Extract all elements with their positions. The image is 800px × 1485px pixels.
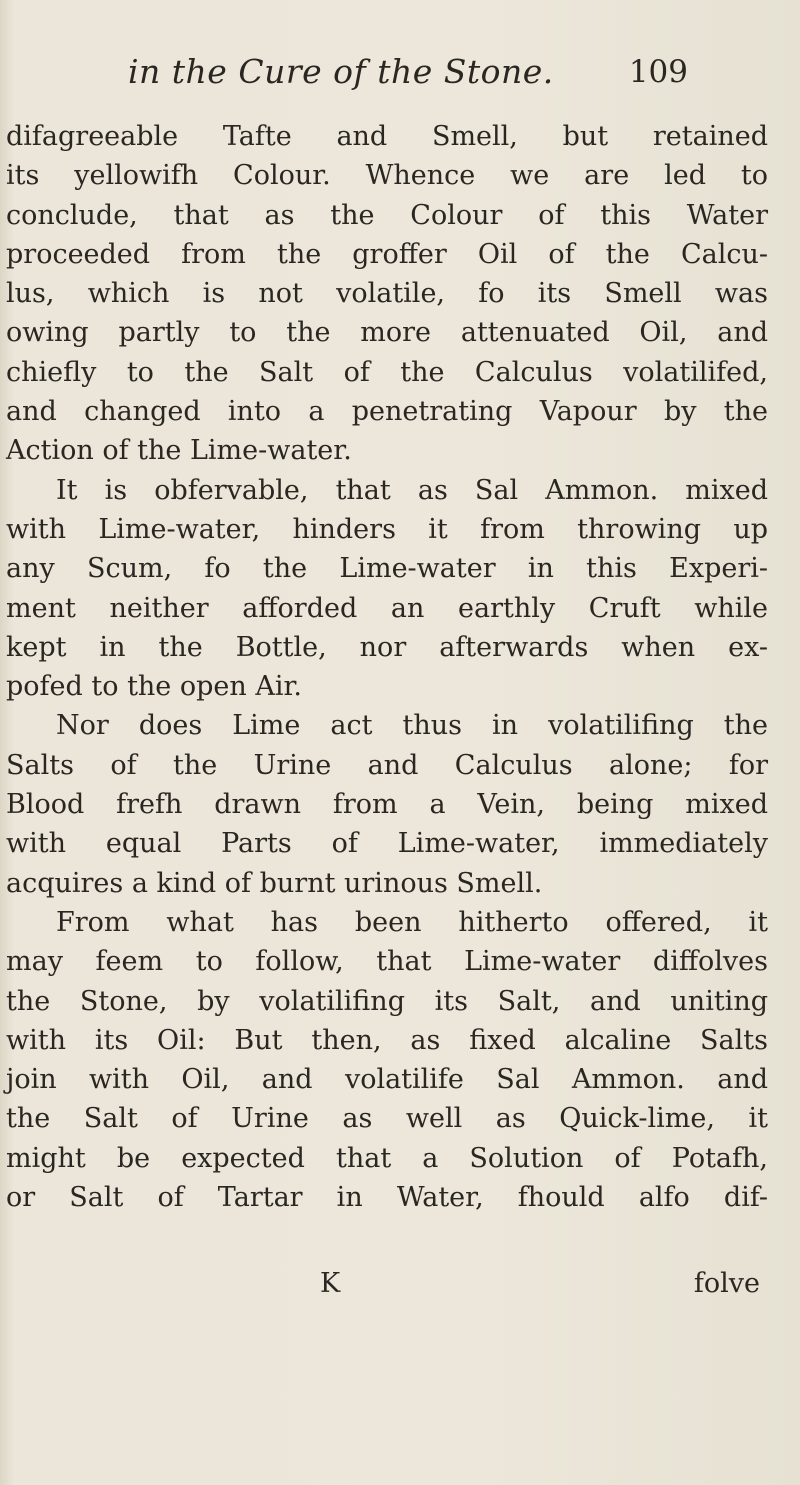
text-line: Nor does Lime act thus in volatilifing the <box>56 710 768 742</box>
page-header <box>128 50 688 100</box>
body-text <box>6 117 768 1217</box>
running-head: in the Cure of the Stone. <box>128 52 554 91</box>
text-line: any Scum, fo the Lime-water in this Experi- <box>6 553 768 585</box>
text-line: proceeded from the groffer Oil of the Calcu- <box>6 238 768 270</box>
text-line: pofed to the open Air. <box>6 671 303 703</box>
page-footer <box>0 1268 760 1308</box>
text-line: the Salt of Urine as well as Quick-lime, it <box>6 1103 768 1135</box>
text-line: with Lime-water, hinders it from throwing up <box>6 513 768 545</box>
text-line: with equal Parts of Lime-water, immediately <box>6 828 768 860</box>
text-line: difagreeable Tafte and Smell, but retained <box>6 121 768 152</box>
text-line: owing partly to the more attenuated Oil, and <box>6 317 768 349</box>
text-line: and changed into a penetrating Vapour by the <box>6 396 768 428</box>
text-line: the Stone, by volatilifing its Salt, and uniting <box>6 985 768 1017</box>
text-line: Blood frefh drawn from a Vein, being mixed <box>6 789 768 821</box>
text-line: It is obfervable, that as Sal Ammon. mixed <box>56 474 768 506</box>
text-line: kept in the Bottle, nor afterwards when ex- <box>6 631 768 663</box>
text-line: or Salt of Tartar in Water, fhould alfo dif- <box>6 1182 768 1214</box>
page-number: 109 <box>628 54 688 90</box>
text-line: conclude, that as the Colour of this Water <box>6 199 768 231</box>
text-line: ment neither afforded an earthly Cruft while <box>6 592 768 624</box>
signature-mark: K <box>320 1268 341 1299</box>
text-line: join with Oil, and volatilife Sal Ammon. and <box>6 1064 768 1096</box>
text-line: may feem to follow, that Lime-water diffolves <box>6 946 768 978</box>
text-line: chiefly to the Salt of the Calculus volatilifed, <box>6 356 768 388</box>
catchword: folve <box>693 1268 760 1299</box>
text-line: its yellowifh Colour. Whence we are led to <box>6 160 768 192</box>
text-line: might be expected that a Solution of Potafh, <box>6 1142 768 1174</box>
text-line: Salts of the Urine and Calculus alone; for <box>6 749 768 781</box>
text-line: lus, which is not volatile, fo its Smell was <box>6 278 768 310</box>
text-line: acquires a kind of burnt urinous Smell. <box>6 867 543 899</box>
text-line: with its Oil: But then, as fixed alcaline Salts <box>6 1024 768 1056</box>
text-line: Action of the Lime-water. <box>6 435 352 467</box>
text-line: From what has been hitherto offered, it <box>56 906 768 938</box>
